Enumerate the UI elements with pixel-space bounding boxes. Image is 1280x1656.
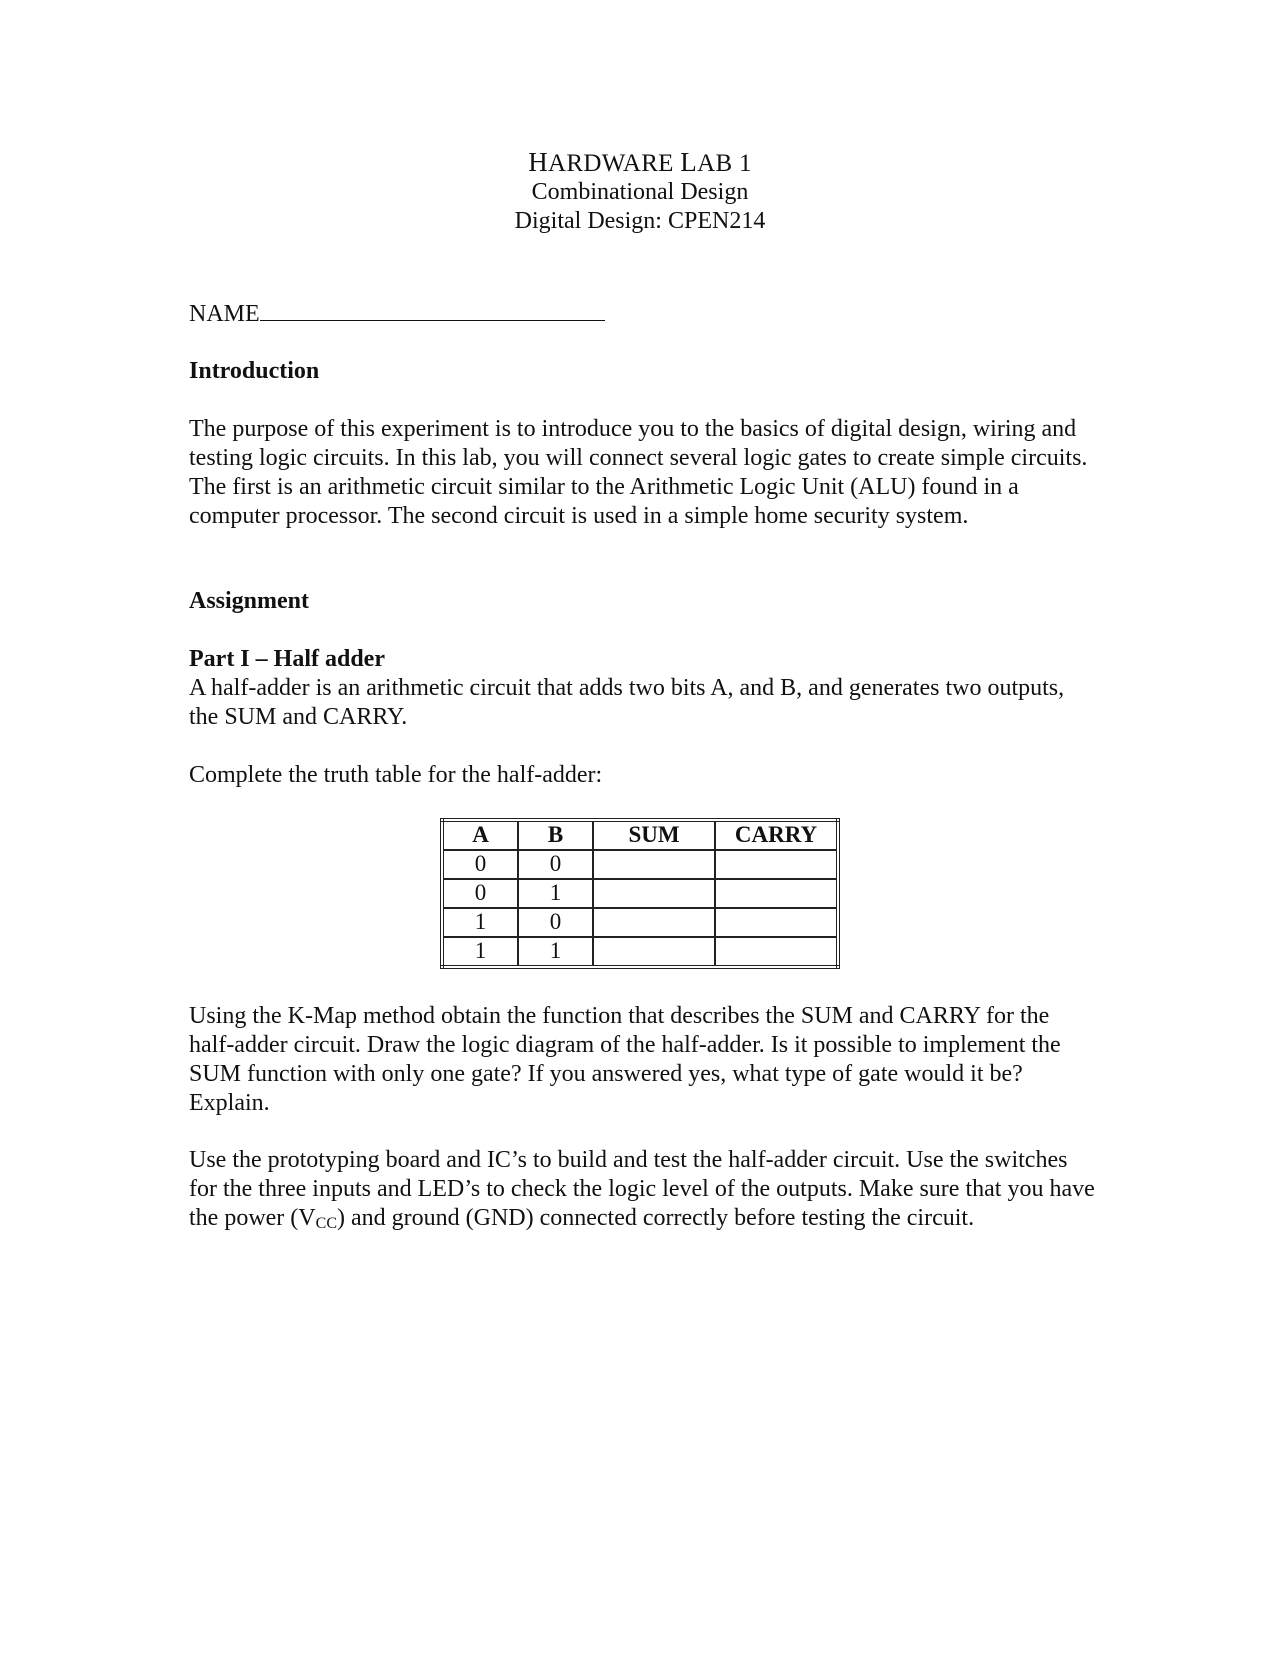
name-label: NAME [189, 301, 260, 327]
header-sum: SUM [593, 820, 715, 850]
cell-sum[interactable] [593, 850, 715, 879]
cell-sum[interactable] [593, 937, 715, 967]
cell-carry[interactable] [715, 937, 838, 967]
title-cap-h: H [528, 147, 549, 177]
prototyping-text-end: ) and ground (GND) connected correctly before testing the circuit. [336, 1205, 975, 1231]
cell-carry[interactable] [715, 879, 838, 908]
vcc-symbol: V [298, 1205, 316, 1231]
cell-a: 1 [442, 908, 518, 937]
cell-b: 0 [518, 850, 593, 879]
table-row [442, 908, 838, 937]
document-title [0, 148, 1280, 178]
cell-sum[interactable] [593, 879, 715, 908]
title-cap-l: L [680, 147, 698, 177]
title-part-1: ARDWARE [548, 150, 681, 177]
cell-a: 0 [442, 850, 518, 879]
truth-table-instruction: Complete the truth table for the half-adder: [189, 762, 603, 788]
title-part-2: AB 1 [697, 150, 752, 177]
prototyping-text-start: Use the prototyping board and IC’s to build and test the half-adder circuit. Use the switches for the three inputs and LED’s to check the logic level of the outputs. Make sure that you have the power ( [189, 1147, 1095, 1231]
table-row [442, 850, 838, 879]
name-field-row [189, 298, 1099, 329]
part1-heading: Part I – Half adder [189, 646, 385, 672]
cell-a: 1 [442, 937, 518, 967]
cell-carry[interactable] [715, 908, 838, 937]
cell-carry[interactable] [715, 850, 838, 879]
table-row [442, 879, 838, 908]
assignment-heading: Assignment [189, 588, 310, 614]
document-header [0, 148, 1280, 236]
kmap-paragraph: Using the K-Map method obtain the function that describes the SUM and CARRY for the half-adder circuit. Draw the logic diagram of the half-adder. Is it possible to implement the SUM function with only one gate? If you answered yes, what type of gate would it be? Explain. [189, 1003, 1061, 1116]
name-blank-line[interactable] [260, 298, 605, 321]
course-name: Digital Design: CPEN214 [514, 208, 766, 234]
introduction-heading: Introduction [189, 358, 320, 384]
cell-b: 1 [518, 879, 593, 908]
truth-table-header-row [442, 820, 838, 850]
part1-paragraph: A half-adder is an arithmetic circuit that adds two bits A, and B, and generates two outputs, the SUM and CARRY. [189, 675, 1065, 730]
cell-b: 0 [518, 908, 593, 937]
header-b: B [518, 820, 593, 850]
document-subtitle: Combinational Design [531, 179, 749, 205]
prototyping-paragraph [189, 1146, 1099, 1238]
header-carry: CARRY [715, 820, 838, 850]
truth-table [440, 818, 840, 969]
table-row [442, 937, 838, 967]
cell-sum[interactable] [593, 908, 715, 937]
header-a: A [442, 820, 518, 850]
vcc-subscript: CC [315, 1215, 337, 1232]
introduction-paragraph: The purpose of this experiment is to introduce you to the basics of digital design, wiring and testing logic circuits. In this lab, you will connect several logic gates to create simple circuits. The first is an arithmetic circuit similar to the Arithmetic Logic Unit (ALU) found in a computer processor. The second circuit is used in a simple home security system. [189, 416, 1088, 529]
cell-b: 1 [518, 937, 593, 967]
introduction-section [189, 357, 1099, 386]
cell-a: 0 [442, 879, 518, 908]
